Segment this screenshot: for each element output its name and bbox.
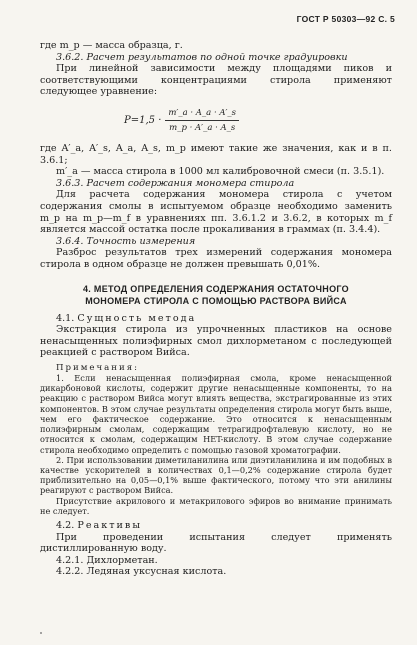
heading-4-2-number: 4.2.: [56, 519, 75, 531]
formula-fraction: [165, 108, 239, 133]
formula: [124, 108, 392, 133]
heading-3-6-4: 3.6.4. Точность измерения: [56, 235, 196, 247]
paragraph-symbols: где A′_a, A′_s, A_a, A_s, m_р имеют такие же значения, как и в п. 3.6.1;: [40, 142, 392, 166]
formula-numerator: m′_a · A_a · A′_s: [168, 107, 237, 118]
note-3: Присутствие акрилового и метакрилового эфиров во внимание принимать не следует.: [40, 495, 392, 516]
formula-lhs: P=1,5 ·: [124, 114, 162, 126]
item-4-2-2: 4.2.2. Ледяная уксусная кислота.: [56, 566, 227, 578]
section-4-heading-line-1: 4. МЕТОД ОПРЕДЕЛЕНИЯ СОДЕРЖАНИЯ ОСТАТОЧНОГО: [83, 283, 349, 294]
paragraph-precision: Разброс результатов трех измерений содержания мономера стирола в одном образце не должен превышать 0,01%.: [40, 247, 392, 270]
page-speck: [40, 632, 42, 634]
heading-4-1-title: Сущность метода: [77, 312, 197, 324]
paragraph-linear-dependence: При линейной зависимости между площадями пиков и соответствующими концентрациями стирола применяют следующее уравнение:: [40, 63, 392, 98]
paragraph-extraction: Экстракция стирола из упрочненных пластиков на основе ненасыщенных полиэфирных смол дихлорметаном с последующей реакцией с раствором Вийса.: [40, 324, 392, 359]
page-header: ГОСТ Р 50303—92 С. 5: [296, 14, 395, 24]
heading-3-6-2: 3.6.2. Расчет результатов по одной точке градуировки: [56, 51, 348, 63]
section-4-heading: [40, 283, 392, 307]
paragraph-distilled-water: При проведении испытания следует применять дистиллированную воду.: [40, 531, 392, 555]
heading-4-1-number: 4.1.: [56, 312, 75, 324]
paragraph-monomer-calc: Для расчета содержания мономера стирола с учетом содержания смолы в испытуемом образце необходимо заменить m_р на m_р—m_f в уравнениях пп. 3.6.1.2 и 3.6.2, в которых m_f является массой остатка после прокаливания в граммах (п. 3.4.4).: [40, 189, 392, 236]
heading-3-6-3: 3.6.3. Расчет содержания мономера стирола: [56, 177, 295, 189]
formula-denominator: m_р · A′_a · A_s: [169, 122, 236, 133]
heading-4-2-title: Реактивы: [77, 519, 142, 531]
item-4-2-1: 4.2.1. Дихлорметан.: [56, 554, 158, 566]
heading-4-2: [40, 520, 392, 532]
paragraph-styrene-mass: m′_a — масса стирола в 1000 мл калибровочной смеси (п. 3.5.1).: [56, 166, 385, 178]
notes-heading: Примечания:: [56, 362, 140, 373]
note-2: 2. При использовании диметиланилина или диэтиланилина и им подобных в качестве ускорителей в количествах 0,1—0,2% содержание стирола будет приблизительно на 0,05—0,1% выше фактического, потому что эти анилины реагируют с раствором Вийса.: [40, 454, 392, 496]
section-4-heading-line-2: МОНОМЕРА СТИРОЛА С ПОМОЩЬЮ РАСТВОРА ВИЙСА: [85, 295, 347, 306]
heading-4-1: [40, 313, 392, 325]
note-1: 1. Если ненасыщенная полиэфирная смола, кроме ненасыщенной дикарбоновой кислоты, содержит другие ненасыщенные компоненты, то на реакцию с раствором Вийса могут влиять вещества, экстрагированные из этих компонентов. В этом случае результаты определения стирола могут быть выше, чем его фактическое содержание. Это относится к ненасыщенным полиэфирным смолам, содержащим тетрагидрофталевую кислоту, но не относится к смолам, содержащим HET-кислоту. В этом случае содержание стирола необходимо определить с помощью газовой хроматографии.: [40, 373, 392, 455]
page-body: [40, 40, 392, 578]
paragraph-mass-definition: где m_р — масса образца, г.: [40, 40, 183, 51]
